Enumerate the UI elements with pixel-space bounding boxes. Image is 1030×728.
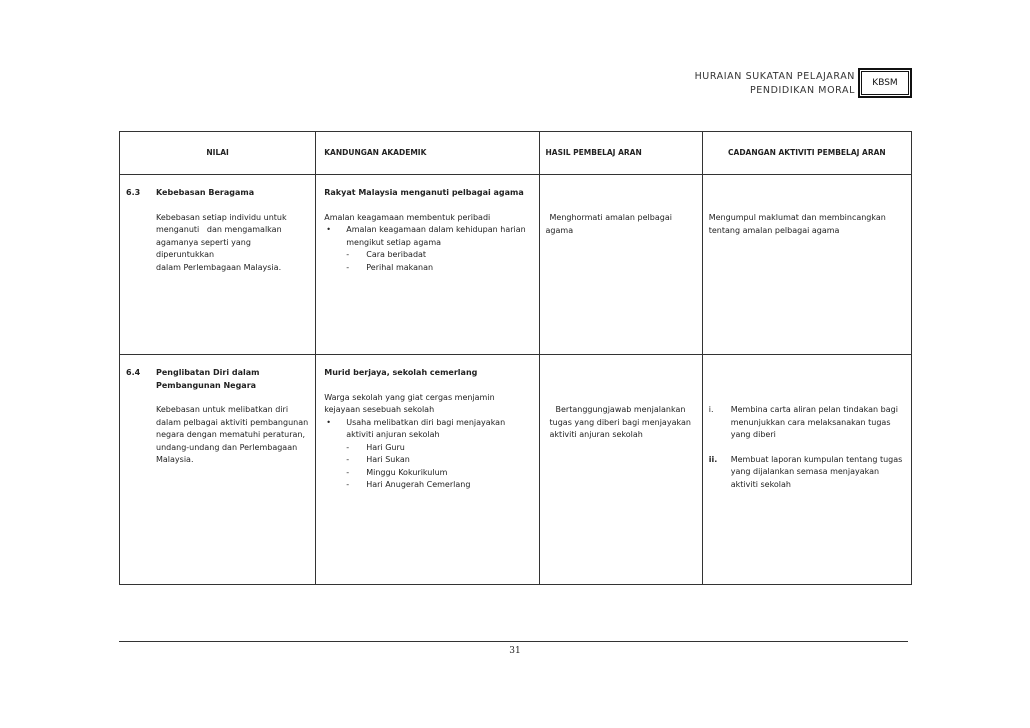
nilai-desc-line: agamanya seperti yang diperuntukkan	[156, 237, 251, 259]
nilai-title-line: Pembangunan Negara	[156, 380, 257, 390]
cadangan-line: yang diberi	[730, 430, 776, 439]
document-header	[695, 70, 855, 98]
dash-text: Perihal makanan	[366, 262, 434, 272]
nilai-desc-line: negara dengan mematuhi peraturan,	[156, 430, 306, 439]
cell-hasil	[539, 355, 702, 585]
bullet-line: mengikut setiap agama	[346, 237, 442, 247]
cell-nilai	[120, 355, 316, 585]
kandungan-intro: Amalan keagamaan membentuk peribadi	[324, 212, 491, 222]
bullet-line: Usaha melibatkan diri bagi menjayakan	[346, 417, 506, 427]
dash-item	[324, 249, 532, 262]
hasil-line: aktiviti anjuran sekolah	[549, 430, 643, 439]
cadangan-line: aktiviti sekolah	[730, 479, 791, 489]
bullet-item	[324, 417, 532, 442]
nilai-desc-line: menganuti dan mengamalkan	[156, 225, 282, 234]
cadangan-item	[709, 454, 905, 492]
dash-item	[324, 442, 532, 455]
kbsm-badge: KBSM	[858, 68, 912, 98]
col-header-hasil: HASIL PEMBELAJ ARAN	[539, 132, 702, 175]
kandungan-intro-line: Warga sekolah yang giat cergas menjamin	[324, 392, 495, 402]
cell-cadangan	[702, 175, 911, 355]
dash-text: Minggu Kokurikulum	[366, 467, 448, 477]
cadangan-line: menunjukkan cara melaksanakan tugas	[730, 417, 891, 427]
kandungan-intro-line: kejayaan sesebuah sekolah	[324, 405, 435, 414]
roman-marker: i.	[708, 405, 714, 414]
nilai-desc-line: Kebebasan setiap individu untuk	[156, 212, 287, 222]
cadangan-line: yang dijalankan semasa menjayakan	[730, 467, 880, 476]
footer-rule	[119, 641, 908, 642]
cell-hasil	[539, 175, 702, 355]
cell-kandungan	[316, 175, 539, 355]
cadangan-line: Mengumpul maklumat dan membincangkan	[708, 213, 886, 222]
cell-kandungan	[316, 355, 539, 585]
table-header-row	[120, 132, 912, 175]
dash-item	[324, 262, 532, 275]
dash-item	[324, 479, 532, 492]
bullet-line: Amalan keagamaan dalam kehidupan harian	[346, 225, 526, 234]
dash-text: Hari Guru	[366, 442, 405, 452]
dash-text: Hari Sukan	[366, 455, 410, 464]
table-row	[120, 355, 912, 585]
kandungan-title: Rakyat Malaysia menganuti pelbagai agama	[324, 188, 524, 197]
hasil-line: Menghormati amalan pelbagai	[549, 213, 672, 222]
nilai-desc-line: undang-undang dan Perlembagaan	[156, 442, 298, 452]
page-number: 31	[509, 646, 521, 656]
dash-item	[324, 454, 532, 467]
bullet-line: aktiviti anjuran sekolah	[346, 430, 440, 439]
col-header-cadangan: CADANGAN AKTIVITI PEMBELAJ ARAN	[702, 132, 911, 175]
nilai-title-line: Penglibatan Diri dalam	[156, 368, 260, 377]
header-line-2: PENDIDIKAN MORAL	[749, 85, 855, 96]
dash-item	[324, 467, 532, 480]
kandungan-title: Murid berjaya, sekolah cemerlang	[324, 368, 478, 377]
dash-icon: -	[346, 467, 350, 477]
dash-icon: -	[346, 250, 350, 259]
roman-marker: ii.	[708, 454, 718, 464]
nilai-desc-line: dalam Perlembagaan Malaysia.	[156, 262, 282, 272]
col-header-kandungan: KANDUNGAN AKADEMIK	[316, 132, 539, 175]
nilai-desc-line: Malaysia.	[156, 455, 194, 464]
header-line-1: HURAIAN SUKATAN PELAJARAN	[694, 71, 855, 82]
dash-icon: -	[346, 480, 350, 489]
nilai-desc-line: dalam pelbagai aktiviti pembangunan	[156, 417, 309, 427]
cadangan-line: Membina carta aliran pelan tindakan bagi	[730, 405, 898, 414]
syllabus-table	[119, 131, 912, 585]
cadangan-item	[709, 404, 905, 442]
cell-nilai	[120, 175, 316, 355]
hasil-line: tugas yang diberi bagi menjayakan	[549, 417, 691, 427]
bullet-item	[324, 224, 532, 249]
col-header-nilai: NILAI	[120, 132, 316, 175]
hasil-line: Bertanggungjawab menjalankan	[555, 405, 686, 414]
nilai-desc-line: Kebebasan untuk melibatkan diri	[156, 405, 289, 414]
row-number: 6.4	[126, 368, 141, 377]
nilai-title: Kebebasan Beragama	[156, 188, 255, 197]
cadangan-line: tentang amalan pelbagai agama	[708, 225, 840, 235]
cadangan-line: Membuat laporan kumpulan tentang tugas	[730, 454, 903, 464]
dash-text: Hari Anugerah Cemerlang	[366, 480, 471, 489]
dash-icon: -	[346, 262, 350, 272]
cell-cadangan	[702, 355, 911, 585]
bullet-icon: •	[326, 225, 331, 234]
hasil-line: agama	[545, 225, 574, 235]
dash-icon: -	[346, 455, 350, 464]
dash-icon: -	[346, 442, 350, 452]
table-row	[120, 175, 912, 355]
dash-text: Cara beribadat	[366, 250, 427, 259]
row-number: 6.3	[126, 188, 141, 197]
bullet-icon: •	[326, 417, 331, 427]
